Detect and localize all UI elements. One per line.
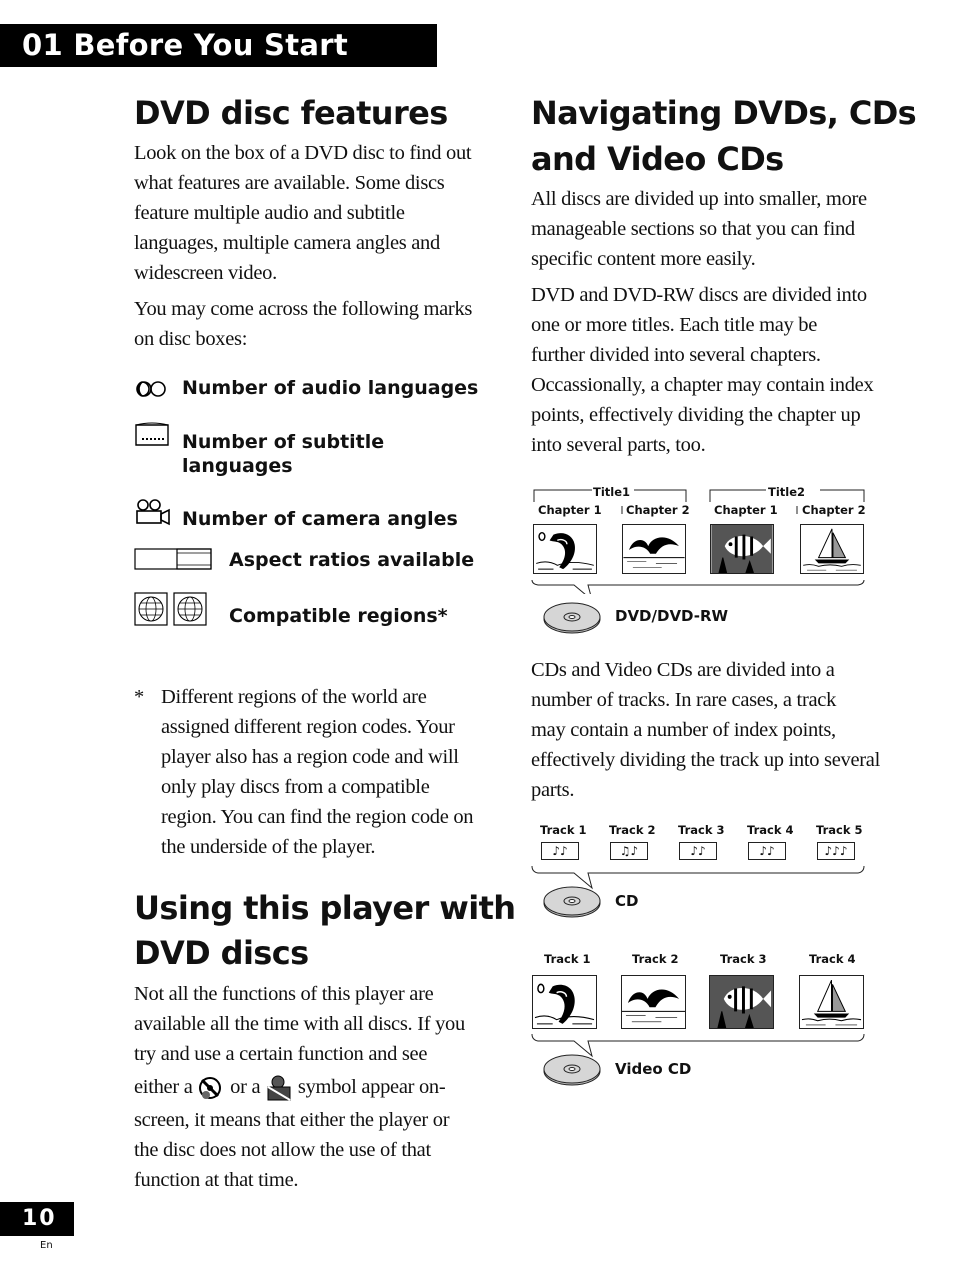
dvd-title1-label: Title1 xyxy=(593,485,631,499)
vcd-track-label: Track 4 xyxy=(809,952,856,966)
camera-angles-label: Number of camera angles xyxy=(182,508,458,530)
sailboat-thumbnail xyxy=(800,524,864,574)
region-footnote: Different regions of the world are assigned different region codes. Your player also has a region code and will only play discs from a compatible region. You can find the region code on the underside of the player. xyxy=(161,686,474,858)
vcd-track-label: Track 3 xyxy=(720,952,767,966)
camera-angle-icon xyxy=(134,498,172,526)
section-header: 01 Before You Start xyxy=(0,24,437,67)
dvd-chapter-label: Chapter 2 xyxy=(626,503,690,517)
footnote-star: * xyxy=(134,686,144,708)
audio-languages-icon xyxy=(134,378,168,400)
navigating-para2: DVD and DVD-RW discs are divided into one or more titles. Each title may be further divided into several chapters. Occassionally, a chapter may contain index points, effectively dividing the chapter up into several parts, too. xyxy=(531,284,874,456)
navigating-heading: Navigating DVDs, CDs and Video CDs xyxy=(531,94,917,178)
using-player-heading: Using this player with DVD discs xyxy=(134,889,516,972)
dolphin-thumbnail xyxy=(533,524,597,574)
music-note-icon: ♪♪ xyxy=(748,842,786,860)
cd-disc-icon xyxy=(543,886,601,918)
navigating-para1: All discs are divided up into smaller, more manageable sections so that you can find specific content more easily. xyxy=(531,188,867,270)
compatible-regions-label: Compatible regions* xyxy=(229,605,448,627)
fish-thumbnail xyxy=(710,524,774,574)
language-code: En xyxy=(40,1240,53,1251)
dvd-chapter-label: Chapter 1 xyxy=(538,503,602,517)
dvd-chapter-label: Chapter 2 xyxy=(802,503,866,517)
dolphin-thumbnail xyxy=(532,975,597,1029)
dvd-features-para2: You may come across the following marks on disc boxes: xyxy=(134,298,473,350)
whale-thumbnail xyxy=(621,975,686,1029)
whale-thumbnail xyxy=(622,524,686,574)
dvd-features-para1: Look on the box of a DVD disc to find out what features are available. Some discs feature multiple audio and subtitle languages, multiple camera angles and widescreen video. xyxy=(134,142,472,284)
dvd-disc-icon xyxy=(543,602,601,634)
vcd-track-label: Track 2 xyxy=(632,952,679,966)
aspect-ratios-label: Aspect ratios available xyxy=(229,549,475,571)
player-prohibited-icon xyxy=(265,1074,293,1102)
using-player-para: Not all the functions of this player are available all the time with all discs. If you try and use a certain function and see either a or a symbol appear on- screen, it means that either the player or the disc does not allow the use of that function at that time. xyxy=(134,983,465,1191)
vcd-disc-icon xyxy=(543,1054,601,1086)
dvd-disc-label: DVD/DVD-RW xyxy=(615,607,729,625)
dvd-title2-label: Title2 xyxy=(768,485,806,499)
cd-track-label: Track 3 xyxy=(678,823,725,837)
music-note-icon: ♫♪ xyxy=(610,842,648,860)
vcd-track-label: Track 1 xyxy=(544,952,591,966)
vcd-disc-label: Video CD xyxy=(615,1060,692,1078)
subtitle-icon xyxy=(134,422,170,448)
music-note-icon: ♪♪ xyxy=(541,842,579,860)
subtitle-label: Number of subtitle languages xyxy=(182,431,385,477)
music-note-icon: ♪♪ xyxy=(679,842,717,860)
dvd-chapter-label: Chapter 1 xyxy=(714,503,778,517)
cd-track-label: Track 4 xyxy=(747,823,794,837)
navigating-para3: CDs and Video CDs are divided into a number of tracks. In rare cases, a track may contain a number of index points, effectively dividing the track up into several parts. xyxy=(531,659,881,801)
region-globe-icon xyxy=(134,592,208,626)
aspect-ratio-icon xyxy=(134,548,212,570)
page-number: 10 xyxy=(0,1202,74,1236)
cd-track-label: Track 2 xyxy=(609,823,656,837)
music-note-icon: ♪♪♪ xyxy=(817,842,855,860)
audio-languages-label: Number of audio languages xyxy=(182,377,479,399)
sailboat-thumbnail xyxy=(799,975,864,1029)
cd-track-label: Track 1 xyxy=(540,823,587,837)
fish-thumbnail xyxy=(709,975,774,1029)
cd-track-label: Track 5 xyxy=(816,823,863,837)
disc-prohibited-icon xyxy=(197,1075,225,1101)
cd-disc-label: CD xyxy=(615,892,639,910)
dvd-features-heading: DVD disc features xyxy=(134,94,448,132)
